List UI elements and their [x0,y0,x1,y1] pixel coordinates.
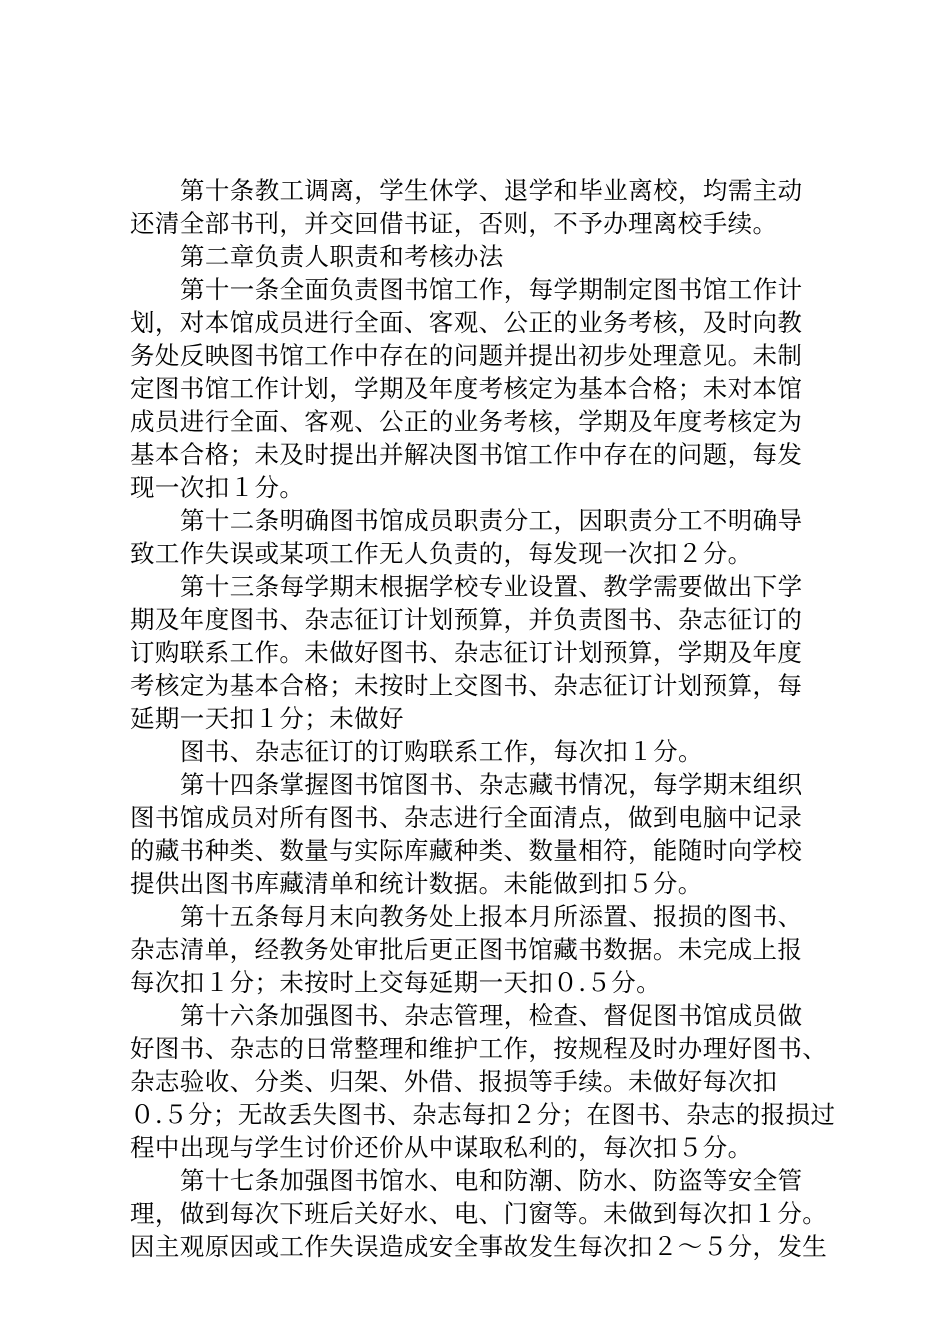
text-line: 的藏书种类、数量与实际库藏种类、数量相符，能随时向学校 [130,836,803,865]
text-line: 划，对本馆成员进行全面、客观、公正的业务考核，及时向教 [130,308,803,337]
text-line: 每次扣１分；未按时上交每延期一天扣０.５分。 [130,968,662,997]
body-text [130,174,836,1263]
text-line: 务处反映图书馆工作中存在的问题并提出初步处理意见。未制 [130,341,803,370]
text-line: 订购联系工作。未做好图书、杂志征订计划预算，学期及年度 [130,638,803,667]
text-line: 致工作失误或某项工作无人负责的，每发现一次扣２分。 [130,539,753,568]
text-line: 第十七条加强图书馆水、电和防潮、防水、防盗等安全管 [180,1166,803,1195]
text-line: 第十一条全面负责图书馆工作，每学期制定图书馆工作计 [180,275,803,304]
text-line: 第十条教工调离，学生休学、退学和毕业离校，均需主动 [180,176,803,205]
text-line: 考核定为基本合格；未按时上交图书、杂志征订计划预算，每 [130,671,803,700]
text-line: 因主观原因或工作失误造成安全事故发生每次扣２～５分，发生 [130,1232,828,1261]
text-line: ０.５分；无故丢失图书、杂志每扣２分；在图书、杂志的报损过 [130,1100,836,1129]
text-line: 杂志验收、分类、归架、外借、报损等手续。未做好每次扣 [130,1067,778,1096]
text-line: 程中出现与学生讨价还价从中谋取私利的，每次扣５分。 [130,1133,753,1162]
text-line: 第十二条明确图书馆成员职责分工，因职责分工不明确导 [180,506,803,535]
text-line: 第二章负责人职责和考核办法 [180,242,504,271]
text-line: 好图书、杂志的日常整理和维护工作，按规程及时办理好图书、 [130,1034,828,1063]
text-line: 还清全部书刊，并交回借书证，否则，不予办理离校手续。 [130,209,778,238]
text-line: 期及年度图书、杂志征订计划预算，并负责图书、杂志征订的 [130,605,803,634]
text-line: 定图书馆工作计划，学期及年度考核定为基本合格；未对本馆 [130,374,803,403]
text-line: 第十四条掌握图书馆图书、杂志藏书情况，每学期末组织 [180,770,803,799]
text-line: 理，做到每次下班后关好水、电、门窗等。未做到每次扣１分。 [130,1199,828,1228]
text-line: 提供出图书库藏清单和统计数据。未能做到扣５分。 [130,869,703,898]
text-line: 延期一天扣１分；未做好 [130,704,404,733]
text-line: 第十三条每学期末根据学校专业设置、教学需要做出下学 [180,572,803,601]
text-line: 第十六条加强图书、杂志管理，检查、督促图书馆成员做 [180,1001,803,1030]
text-line: 现一次扣１分。 [130,473,305,502]
text-line: 杂志清单，经教务处审批后更正图书馆藏书数据。未完成上报 [130,935,803,964]
text-line: 成员进行全面、客观、公正的业务考核，学期及年度考核定为 [130,407,803,436]
text-line: 图书、杂志征订的订购联系工作，每次扣１分。 [180,737,703,766]
text-line: 基本合格；未及时提出并解决图书馆工作中存在的问题，每发 [130,440,803,469]
text-line: 图书馆成员对所有图书、杂志进行全面清点，做到电脑中记录 [130,803,803,832]
text-line: 第十五条每月末向教务处上报本月所添置、报损的图书、 [180,902,803,931]
